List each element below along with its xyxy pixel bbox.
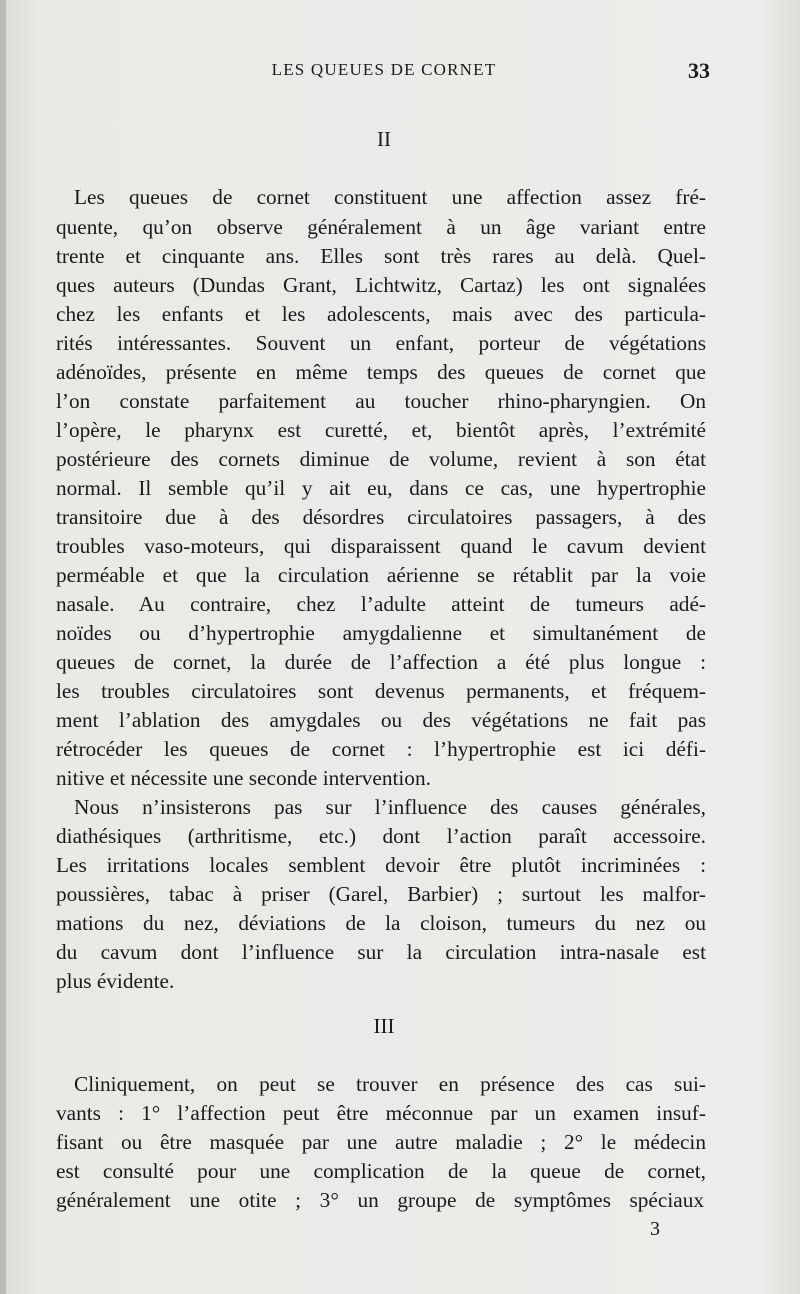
paragraph-line: noïdes ou d’hypertrophie amygdalienne et simultanément de	[56, 621, 706, 645]
section-numeral-iii: III	[373, 1014, 395, 1038]
paragraph-line: vants : 1° l’affection peut être méconnue par un examen insuf-	[56, 1101, 706, 1125]
paragraph-line: Les irritations locales semblent devoir être plutôt incriminées :	[56, 853, 706, 877]
paragraph-line: diathésiques (arthritisme, etc.) dont l’action paraît accessoire.	[56, 824, 706, 848]
paragraph-line: du cavum dont l’influence sur la circulation intra-nasale est	[56, 940, 706, 964]
paragraph-line: fisant ou être masquée par une autre maladie ; 2° le médecin	[56, 1130, 706, 1154]
paragraph-line: rités intéressantes. Souvent un enfant, porteur de végétations	[56, 331, 706, 355]
paragraph-line: nasale. Au contraire, chez l’adulte atteint de tumeurs adé-	[56, 592, 706, 616]
paragraph-line: nitive et nécessite une seconde intervention.	[56, 766, 431, 790]
paragraph-line: ment l’ablation des amygdales ou des végétations ne fait pas	[56, 708, 706, 732]
paragraph-line: perméable et que la circulation aérienne se rétablit par la voie	[56, 563, 706, 587]
running-header	[56, 58, 712, 84]
paragraph-line: mations du nez, déviations de la cloison, tumeurs du nez ou	[56, 911, 706, 935]
running-title: LES QUEUES DE CORNET	[271, 60, 497, 79]
paragraph-line: l’on constate parfaitement au toucher rhino-pharyngien. On	[56, 389, 706, 413]
paragraph-line: queues de cornet, la durée de l’affection a été plus longue :	[56, 650, 706, 674]
paragraph-line: l’opère, le pharynx est curetté, et, bientôt après, l’extrémité	[56, 418, 706, 442]
paragraph-line: Cliniquement, on peut se trouver en présence des cas sui-	[74, 1072, 706, 1096]
section-numeral-ii: II	[377, 127, 391, 151]
paragraph-line: troubles vaso-moteurs, qui disparaissent quand le cavum devient	[56, 534, 706, 558]
page-number: 33	[688, 58, 710, 83]
paragraph-line: normal. Il semble qu’il y ait eu, dans ce cas, une hypertrophie	[56, 476, 706, 500]
paragraph-line: est consulté pour une complication de la queue de cornet,	[56, 1159, 706, 1183]
paragraph-line: trente et cinquante ans. Elles sont très rares au delà. Quel-	[56, 244, 706, 268]
signature-mark: 3	[650, 1218, 660, 1240]
paragraph-line: Nous n’insisterons pas sur l’influence des causes générales,	[74, 795, 706, 819]
paragraph-line: transitoire due à des désordres circulatoires passagers, à des	[56, 505, 706, 529]
paragraph-line: quente, qu’on observe généralement à un âge variant entre	[56, 215, 706, 239]
paragraph-line: rétrocéder les queues de cornet : l’hypertrophie est ici défi-	[56, 737, 706, 761]
paragraph-line: poussières, tabac à priser (Garel, Barbier) ; surtout les malfor-	[56, 882, 706, 906]
paragraph-line: adénoïdes, présente en même temps des queues de cornet que	[56, 360, 706, 384]
paragraph-line: postérieure des cornets diminue de volume, revient à son état	[56, 447, 706, 471]
paragraph-line: les troubles circulatoires sont devenus permanents, et fréquem-	[56, 679, 706, 703]
paragraph-line: ques auteurs (Dundas Grant, Lichtwitz, Cartaz) les ont signalées	[56, 273, 706, 297]
paragraph-line: Les queues de cornet constituent une affection assez fré-	[74, 185, 706, 209]
page-binding-edge	[0, 0, 6, 1294]
paragraph-line: chez les enfants et les adolescents, mais avec des particula-	[56, 302, 706, 326]
paragraph-line: plus évidente.	[56, 969, 175, 993]
paragraph-line: généralement une otite ; 3° un groupe de symptômes spéciaux	[56, 1188, 704, 1212]
